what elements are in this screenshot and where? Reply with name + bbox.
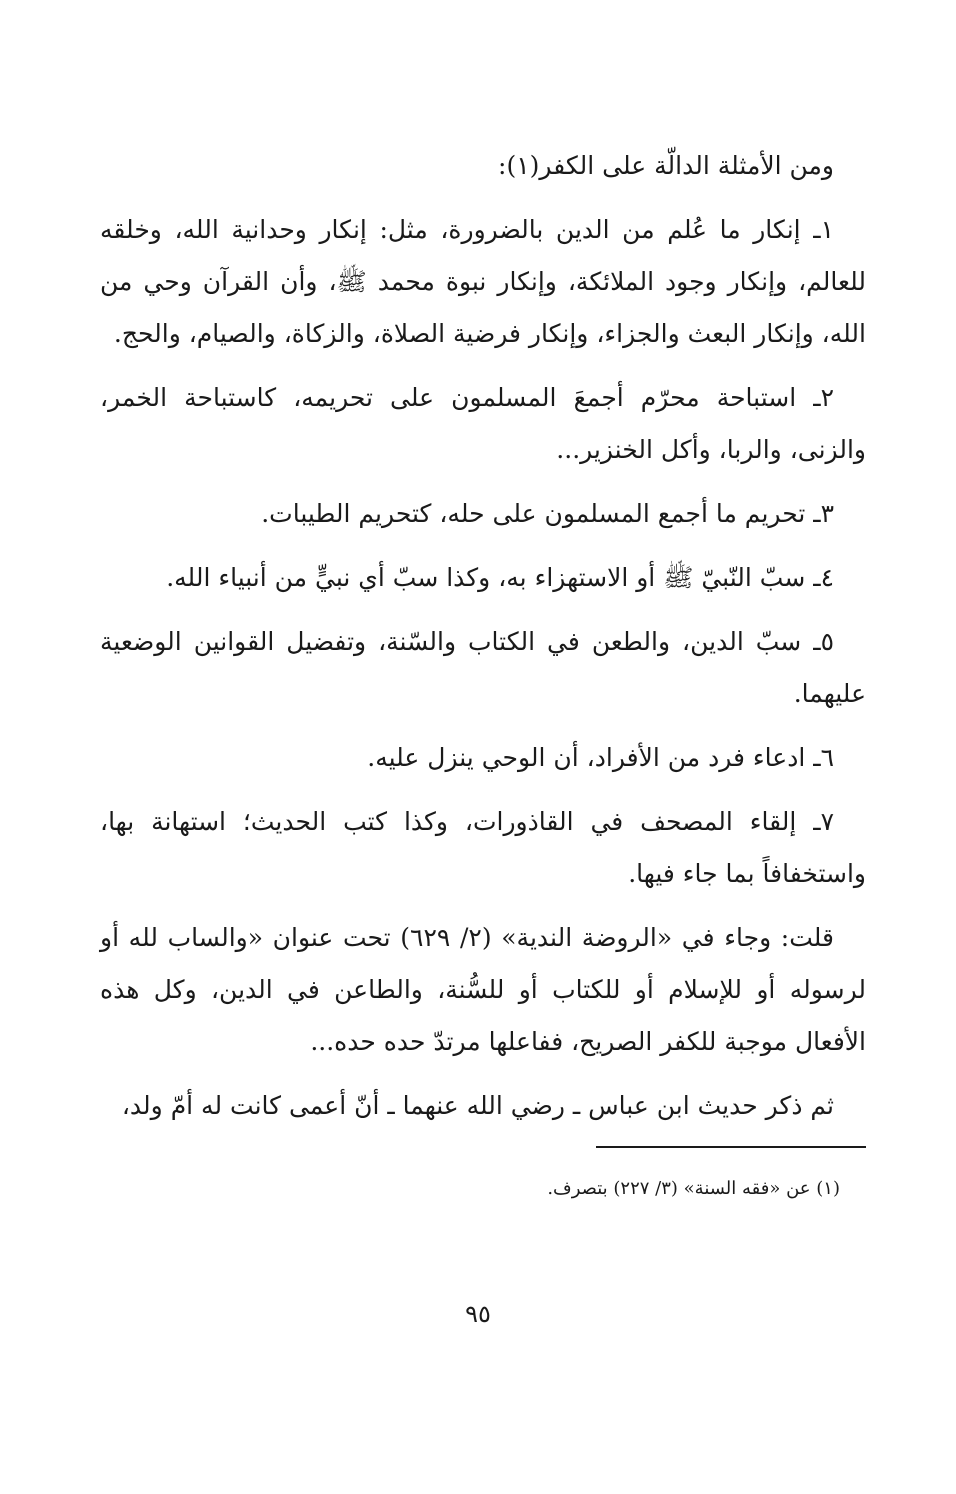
list-item: ٥ـ سبّ الدين، والطعن في الكتاب والسّنة، وتفضيل القوانين الوضعية عليهما. xyxy=(100,627,866,708)
list-item: ٤ـ سبّ النّبيّ ﷺ أو الاستهزاء به، وكذا سبّ أي نبيٍّ من أنبياء الله. xyxy=(166,563,834,592)
footnote-divider xyxy=(596,1146,866,1148)
list-item: ٦ـ ادعاء فرد من الأفراد، أن الوحي ينزل عليه. xyxy=(367,743,834,772)
continuation-paragraph: ثم ذكر حديث ابن عباس ـ رضي الله عنهما ـ أنّ أعمى كانت له أمّ ولد، xyxy=(121,1091,834,1120)
list-item: ١ـ إنكار ما عُلم من الدين بالضرورة، مثل: إنكار وحدانية الله، وخلقه للعالم، وإنكار وجود الملائكة، وإنكار نبوة محمد ﷺ، وأن القرآن وحي من الله، وإنكار البعث والجزاء، وإنكار فرضية الصلاة، والزكاة، والصيام، والحج. xyxy=(100,215,866,348)
quote-paragraph: قلت: وجاء في «الروضة الندية» (٢/ ٦٢٩) تحت عنوان «والساب لله أو لرسوله أو للإسلام أو للكتاب أو للسُّنة، والطاعن في الدين، وكل هذه الأفعال موجبة للكفر الصريح، ففاعلها مرتدّ حده حده... xyxy=(100,923,866,1056)
main-text xyxy=(100,140,866,1144)
footnote: (١) عن «فقه السنة» (٣/ ٢٢٧) بتصرف. xyxy=(547,1178,840,1199)
intro-paragraph: ومن الأمثلة الدالّة على الكفر(١): xyxy=(498,151,834,180)
page-number: ٩٥ xyxy=(465,1300,491,1328)
list-item: ٢ـ استباحة محرّم أجمعَ المسلمون على تحريمه، كاستباحة الخمر، والزنى، والربا، وأكل الخنزير... xyxy=(100,383,866,464)
list-item: ٧ـ إلقاء المصحف في القاذورات، وكذا كتب الحديث؛ استهانة بها، واستخفافاً بما جاء فيها. xyxy=(100,807,866,888)
list-item: ٣ـ تحريم ما أجمع المسلمون على حله، كتحريم الطيبات. xyxy=(261,499,834,528)
